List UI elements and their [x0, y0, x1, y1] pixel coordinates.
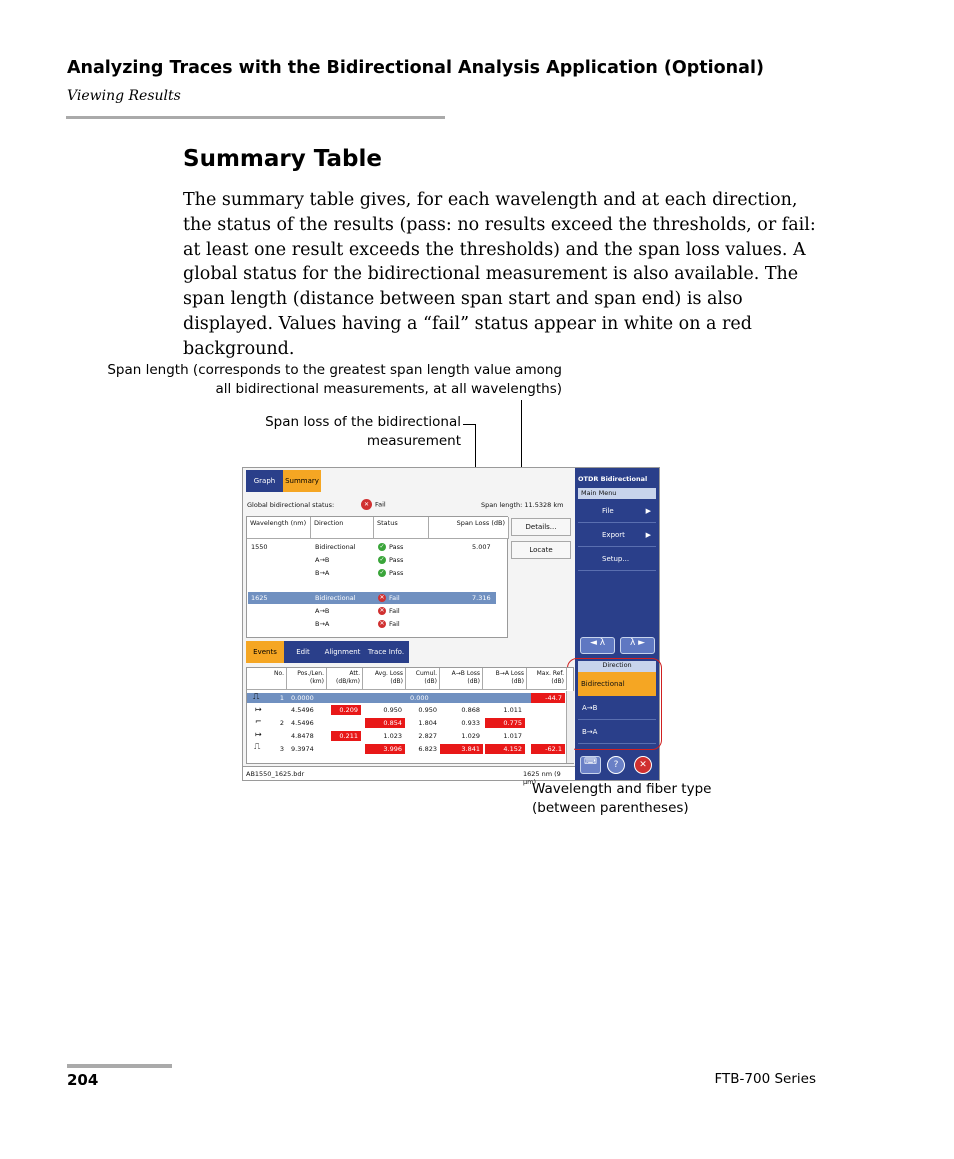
- keyboard-icon[interactable]: ⌨: [580, 756, 601, 774]
- event-avg-loss: 1.023: [383, 732, 402, 740]
- row-direction: A→B: [315, 556, 330, 564]
- fail-icon: ✕: [379, 594, 385, 601]
- grid-col-cumul: Cumul. (dB): [406, 668, 440, 690]
- event-cumul: 1.804: [418, 719, 437, 727]
- event-no: 2: [279, 719, 284, 727]
- event-no: 3: [279, 745, 284, 753]
- event-ab-loss: 3.841: [440, 744, 483, 754]
- row-status: ✕ Fail: [379, 594, 400, 602]
- event-cumul: 0.000: [410, 694, 429, 702]
- row-direction: Bidirectional: [315, 594, 356, 602]
- row-status: ✓ Pass: [379, 556, 404, 564]
- close-icon[interactable]: ✕: [634, 756, 652, 774]
- section-title: Summary Table: [183, 146, 382, 172]
- pass-icon: ✓: [379, 569, 385, 576]
- tab-alignment[interactable]: Alignment: [322, 641, 363, 663]
- events-table: [246, 667, 574, 764]
- row-direction: A→B: [315, 607, 330, 615]
- span-length: Span length: 11.5328 km: [481, 501, 564, 509]
- callout-wavelength-line2: (between parentheses): [532, 800, 689, 816]
- tab-edit[interactable]: Edit: [284, 641, 322, 663]
- event-cumul: 6.823: [418, 745, 437, 753]
- arrow-right-icon: ▶: [645, 531, 651, 539]
- direction-bidirectional[interactable]: Bidirectional: [578, 672, 656, 696]
- callout-span-loss-line2: measurement: [366, 433, 461, 449]
- running-header-subtitle: Viewing Results: [67, 88, 181, 104]
- grid-col-ab-loss: A→B Loss (dB): [440, 668, 483, 690]
- section-body: The summary table gives, for each wavelength and at each direction, the status of the results (pass: no results exceed the thresholds, or fail: at least one result exceeds the thresholds) and the span loss values. A global status for the bidirectional measurement is also available. The span length (distance between span start and span end) is also displayed. Values having a “fail” status appear in white on a red background.: [183, 190, 816, 359]
- menu-file[interactable]: [578, 501, 656, 523]
- event-ab-loss: 0.868: [461, 706, 480, 714]
- event-pos: 9.3974: [291, 745, 314, 753]
- main-menu-label: Main Menu: [578, 488, 656, 499]
- pass-icon: ✓: [379, 543, 385, 550]
- row-status: ✓ Pass: [379, 543, 404, 551]
- menu-export-label: Export: [602, 531, 625, 539]
- arrow-right-icon: ▶: [645, 507, 651, 515]
- running-header-title: Analyzing Traces with the Bidirectional Analysis Application (Optional): [67, 58, 764, 78]
- event-pos: 4.5496: [291, 719, 314, 727]
- col-span-loss: Span Loss (dB): [429, 517, 509, 539]
- event-max-ref: -44.7: [531, 693, 565, 703]
- fail-icon: ✕: [361, 499, 372, 510]
- details-button[interactable]: Details...: [511, 518, 571, 536]
- grid-col-avg-loss: Avg. Loss (dB): [363, 668, 406, 690]
- col-status: Status: [374, 517, 429, 539]
- selected-row-highlight: [248, 592, 496, 604]
- event-att: 0.211: [331, 731, 361, 741]
- event-cumul: 0.950: [418, 706, 437, 714]
- event-avg-loss: 0.950: [383, 706, 402, 714]
- app-title: OTDR Bidirectional: [578, 475, 648, 483]
- event-pos: 0.0000: [291, 694, 314, 702]
- menu-export[interactable]: [578, 525, 656, 547]
- pass-icon: ✓: [379, 556, 385, 563]
- callout-span-length-line2: all bidirectional measurements, at all wavelengths): [215, 381, 562, 397]
- callout-wavelength-line1: Wavelength and fiber type: [532, 781, 712, 797]
- scrollbar[interactable]: [566, 691, 574, 763]
- col-direction: Direction: [311, 517, 374, 539]
- splice-icon: ⌐: [255, 717, 262, 726]
- grid-col-no: No.: [247, 668, 287, 690]
- direction-highlight: [567, 658, 662, 750]
- row-direction: Bidirectional: [315, 543, 356, 551]
- event-ab-loss: 1.029: [461, 732, 480, 740]
- reflective-event-icon: ⎍: [254, 742, 261, 752]
- callout-span-length-line1: Span length (corresponds to the greatest span length value among: [107, 362, 562, 378]
- row-direction: B→A: [315, 620, 330, 628]
- callout-span-loss-line1: Span loss of the bidirectional: [265, 414, 461, 430]
- tab-summary[interactable]: Summary: [283, 470, 321, 492]
- help-icon[interactable]: ?: [607, 756, 625, 774]
- grid-col-att: Att. (dB/km): [327, 668, 363, 690]
- tab-trace-info[interactable]: Trace Info.: [363, 641, 409, 663]
- row-status: ✕ Fail: [379, 620, 400, 628]
- event-ab-loss: 0.933: [461, 719, 480, 727]
- callout-span-loss: [250, 413, 461, 451]
- menu-setup[interactable]: [578, 549, 656, 571]
- fail-icon: ✕: [379, 607, 385, 614]
- locate-button[interactable]: Locate: [511, 541, 571, 559]
- tab-graph[interactable]: Graph: [246, 470, 283, 492]
- event-avg-loss: 3.996: [365, 744, 405, 754]
- direction-ba[interactable]: B→A: [578, 722, 656, 744]
- series-name: FTB-700 Series: [714, 1071, 816, 1087]
- global-status: [361, 499, 386, 510]
- event-ba-loss: 1.011: [503, 706, 522, 714]
- row-wavelength: 1550: [251, 543, 268, 551]
- row-span-loss: 5.007: [472, 543, 491, 551]
- row-status: ✕ Fail: [379, 607, 400, 615]
- event-avg-loss: 0.854: [365, 718, 405, 728]
- event-no: 1: [279, 694, 284, 702]
- fiber-section-icon: ↦: [255, 705, 262, 714]
- file-name: AB1550_1625.bdr: [246, 770, 305, 778]
- event-cumul: 2.827: [418, 732, 437, 740]
- summary-table: [246, 516, 508, 638]
- grid-col-pos: Pos./Len. (km): [287, 668, 327, 690]
- event-max-ref: -62.1: [531, 744, 565, 754]
- row-direction: B→A: [315, 569, 330, 577]
- row-wavelength: 1625: [251, 594, 268, 602]
- event-launch-icon: ⎍: [253, 692, 260, 702]
- menu-setup-label: Setup...: [602, 555, 630, 563]
- global-status-label: Global bidirectional status:: [247, 501, 335, 509]
- grid-col-ba-loss: B→A Loss (dB): [483, 668, 527, 690]
- lambda-next-button[interactable]: λ ►: [620, 637, 655, 654]
- event-att: 0.209: [331, 705, 361, 715]
- status-bar: [243, 766, 575, 786]
- tab-events[interactable]: Events: [246, 641, 284, 663]
- header-rule: [66, 116, 445, 119]
- page-number: 204: [67, 1071, 99, 1089]
- fail-icon: ✕: [379, 620, 385, 627]
- event-pos: 4.8478: [291, 732, 314, 740]
- row-span-loss: 7.316: [472, 594, 491, 602]
- menu-file-label: File: [602, 507, 614, 515]
- col-wavelength: Wavelength (nm): [247, 517, 311, 539]
- event-ba-loss: 1.017: [503, 732, 522, 740]
- event-ba-loss: 0.775: [485, 718, 525, 728]
- footer-rule: [67, 1064, 172, 1068]
- callout-span-length: [105, 361, 562, 399]
- wavelength-status: 1625 nm (9 µm): [523, 770, 561, 786]
- fiber-section-icon: ↦: [255, 730, 262, 739]
- grid-col-max-ref: Max. Ref. (dB): [527, 668, 567, 690]
- otdr-screenshot: [242, 467, 660, 786]
- row-status: ✓ Pass: [379, 569, 404, 577]
- direction-ab[interactable]: A→B: [578, 698, 656, 720]
- event-pos: 4.5496: [291, 706, 314, 714]
- global-status-value: Fail: [375, 500, 386, 509]
- event-ba-loss: 4.152: [485, 744, 525, 754]
- lambda-prev-button[interactable]: ◄ λ: [580, 637, 615, 654]
- direction-label: Direction: [578, 661, 656, 672]
